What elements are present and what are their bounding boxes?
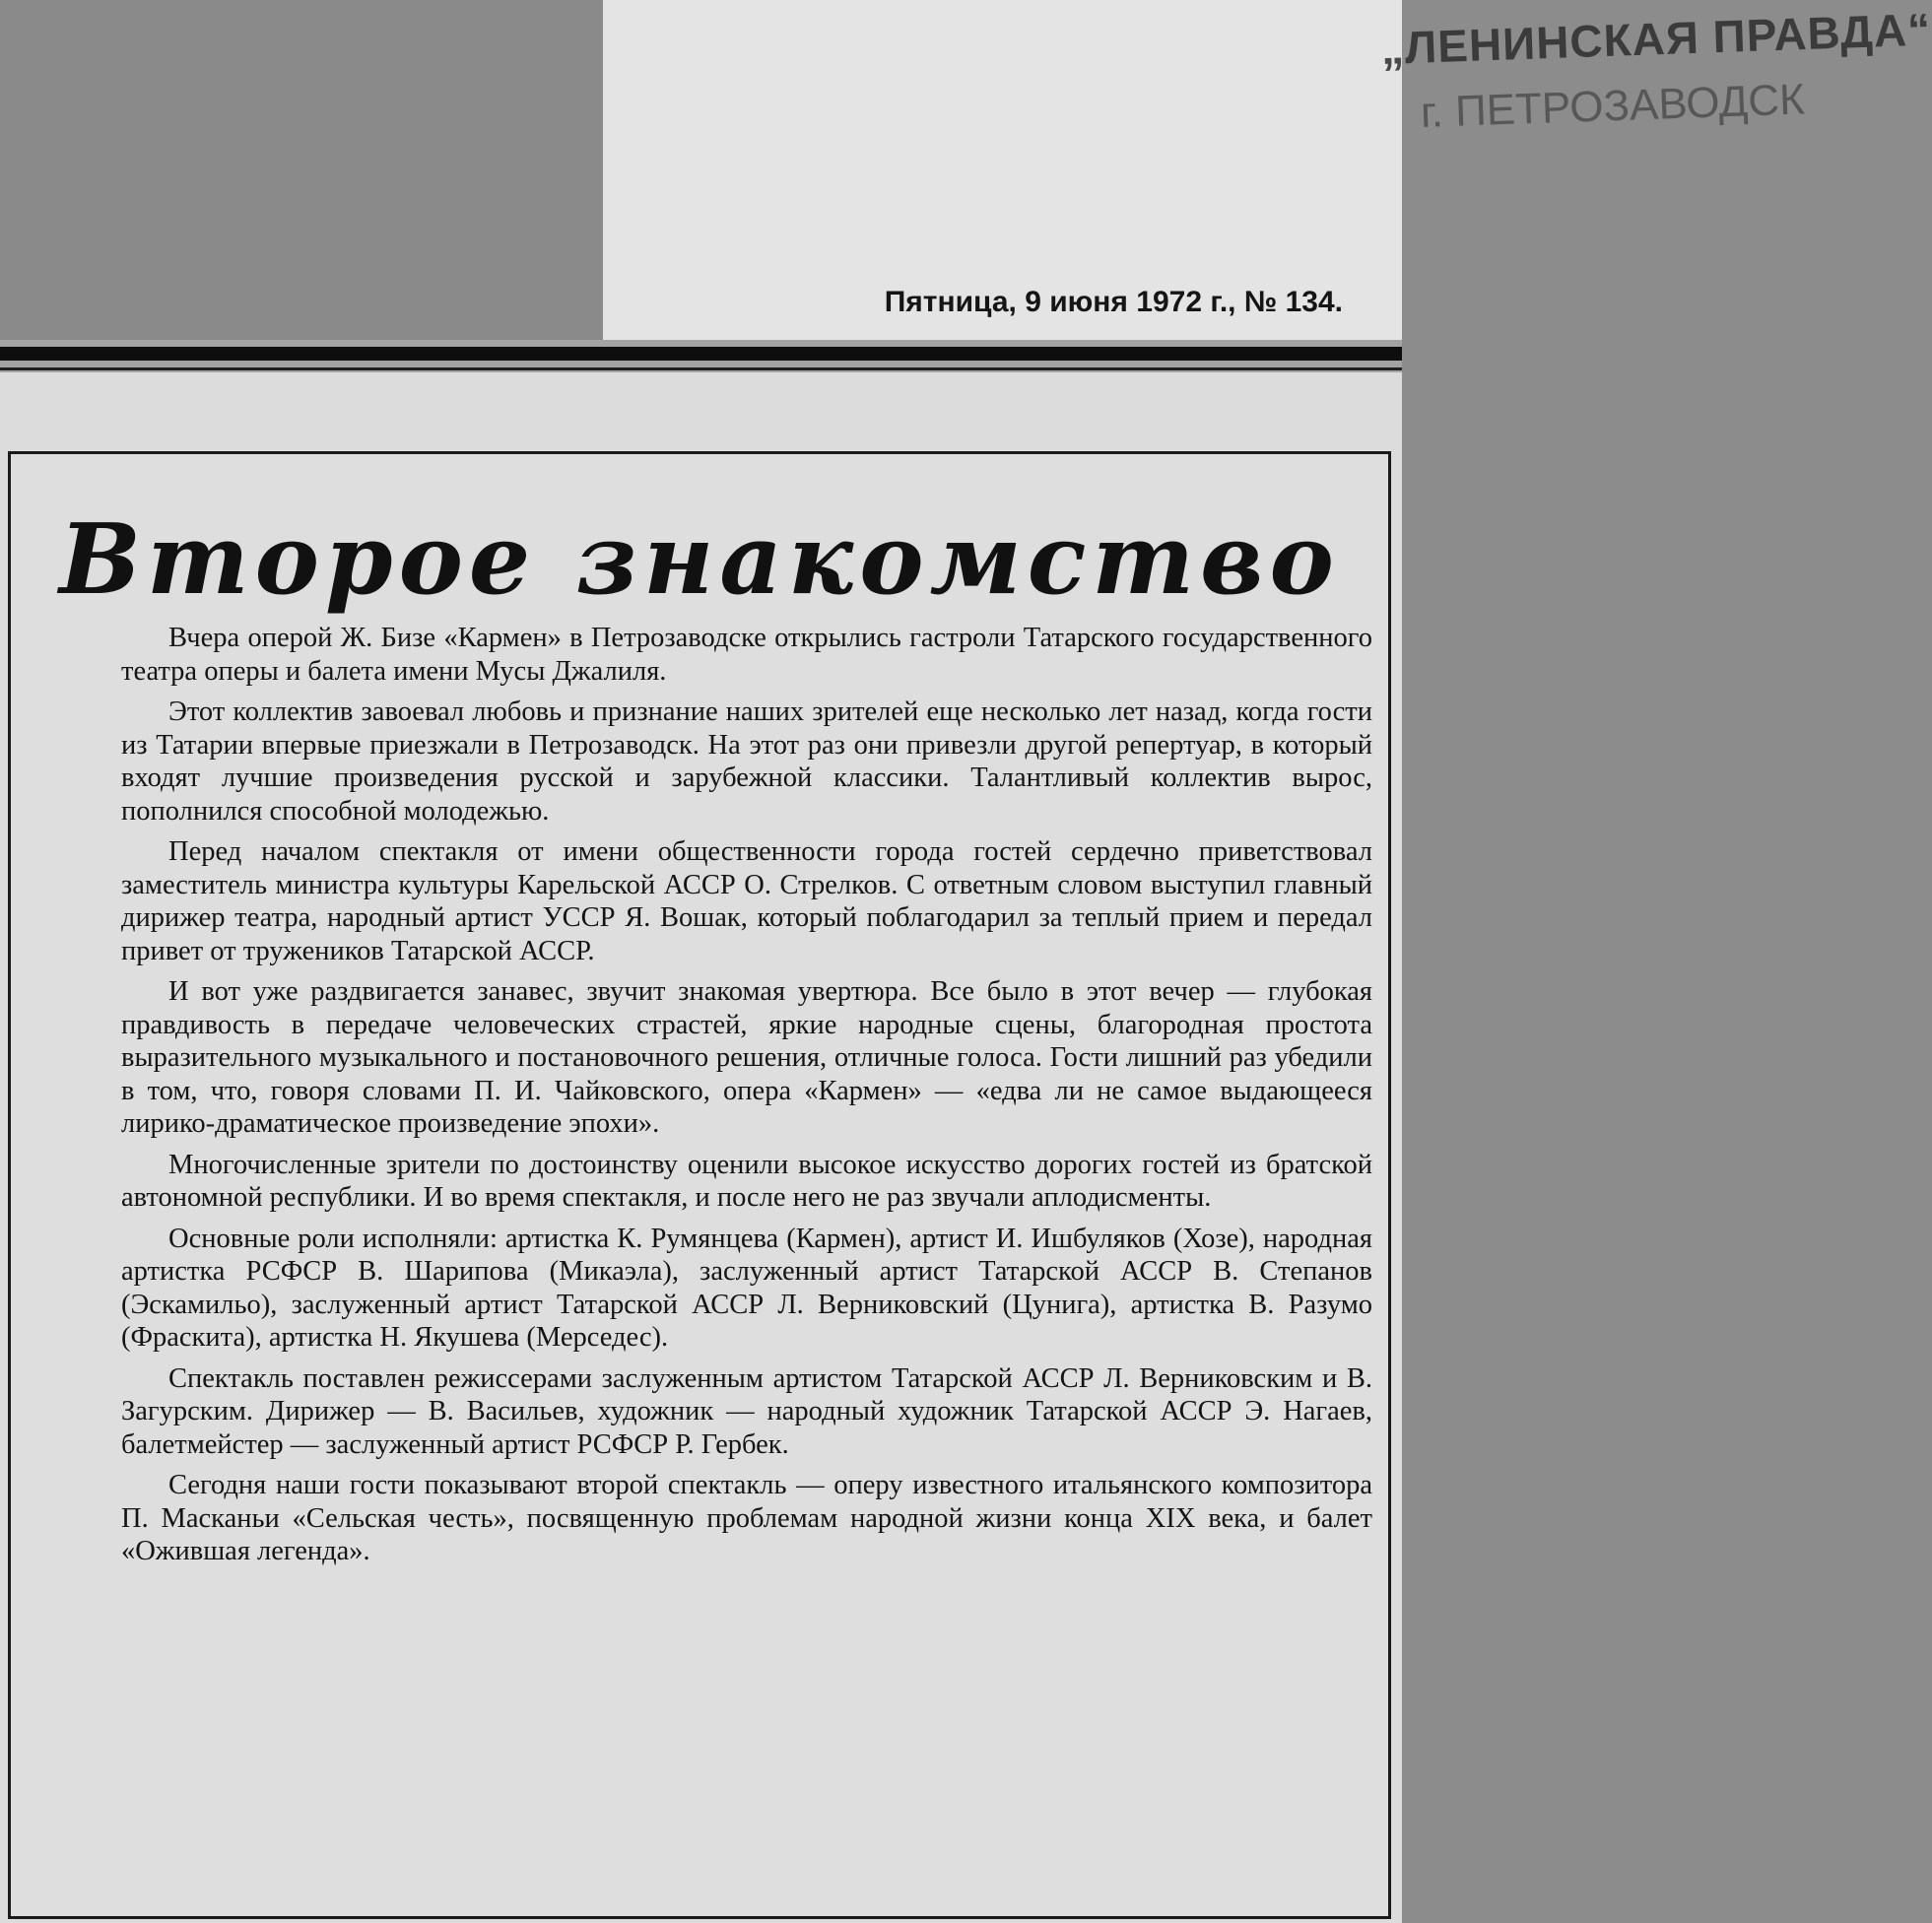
article-paragraph: Перед началом спектакля от имени общественности города гостей сердечно приветствовал заместитель министра культуры Карельской АССР О. Стрелков. С ответным словом выступил главный дирижер театра, народный артист УССР Я. Вошак, который поблагодарил за теплый прием и передал привет от тружеников Татарской АССР. [121, 836, 1372, 966]
divider-thick [0, 347, 1402, 361]
article-paragraph: Вчера оперой Ж. Бизе «Кармен» в Петрозаводске открылись гастроли Татарского государственного театра оперы и балета имени Мусы Джалиля. [121, 623, 1372, 687]
stamp-newspaper-title: „ЛЕНИНСКАЯ ПРАВДА“ [1380, 3, 1932, 74]
article-paragraph: Основные роли исполняли: артистка К. Румянцева (Кармен), артист И. Ишбуляков (Хозе), народная артистка РСФСР В. Шарипова (Микаэла), заслуженный артист Татарской АССР В. Степанов (Эскамильо), заслуженный артист Татарской АССР Л. Верниковский (Цунига), артистка В. Разумо (Фраскита), артистка Н. Якушева (Мерседес). [121, 1223, 1372, 1353]
article-paragraph: И вот уже раздвигается занавес, звучит знакомая увертюра. Все было в этот вечер — глубокая правдивость в передаче человеческих страстей, яркие народные сцены, благородная простота выразительного музыкального и постановочного решения, отличные голоса. Гости лишний раз убедили в том, что, говоря словами П. И. Чайковского, опера «Кармен» — «едва ли не самое выдающееся лирико-драматическое произведение эпохи». [121, 976, 1372, 1139]
article-paragraph: Спектакль поставлен режиссерами заслуженным артистом Татарской АССР Л. Верниковским и В. Загурским. Дирижер — В. Васильев, художник — народный художник Татарской АССР Э. Нагаев, балетмейстер — заслуженный артист РСФСР Р. Гербек. [121, 1362, 1372, 1460]
blank-margin [0, 0, 603, 340]
library-stamp [1380, 3, 1932, 138]
article-paragraph: Сегодня наши гости показывают второй спектакль — оперу известного итальянского композитора П. Масканьи «Сельская честь», посвященную проблемам народной жизни конца XIX века, и балет «Ожившая легенда». [121, 1470, 1372, 1566]
article-paragraph: Многочисленные зрители по достоинству оценили высокое искусство дорогих гостей из братской автономной республики. И во время спектакля, и после него не раз звучали аплодисменты. [121, 1149, 1372, 1213]
article-frame [8, 451, 1391, 1919]
divider-thin [0, 367, 1402, 370]
newspaper-masthead [603, 0, 1932, 340]
article-body [121, 622, 1372, 1576]
article-paragraph: Этот коллектив завоевал любовь и признание наших зрителей еще несколько лет назад, когда гости из Татарии впервые приезжали в Петрозаводск. На этот раз они привезли другой репертуар, в который входят лучшие произведения русской и зарубежной классики. Талантливый коллектив вырос, пополнился способной молодежью. [121, 696, 1372, 827]
issue-dateline: Пятница, 9 июня 1972 г., № 134. [884, 286, 1343, 318]
article-headline: Второе знакомство [59, 503, 1340, 617]
stamp-city: г. ПЕТРОЗАВОДСК [1420, 75, 1806, 137]
